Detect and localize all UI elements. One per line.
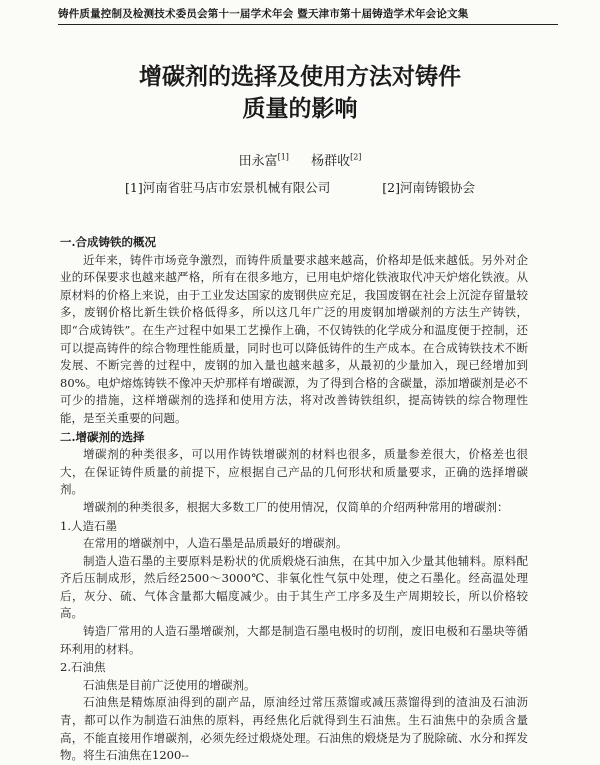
paper-body <box>60 233 528 765</box>
subsection-heading: 1.人造石墨 <box>60 518 117 533</box>
paragraph: 铸造厂常用的人造石墨增碳剂，大都是制造石墨电极时的切削，废旧电极和石墨块等循环利用的材料。 <box>60 624 528 656</box>
author <box>239 154 289 169</box>
section-heading: 一.合成铸铁的概况 <box>60 235 157 249</box>
affiliation: [2]河南铸锻协会 <box>382 180 475 195</box>
author-name: 田永富 <box>238 154 278 169</box>
affiliation: [1]河南省驻马店市宏景机械有限公司 <box>125 180 331 195</box>
author-list <box>0 150 600 169</box>
author-sup: [1] <box>277 152 289 162</box>
paragraph: 增碳剂的种类很多，根据大多数工厂的使用情况，仅简单的介绍两种常用的增碳剂： <box>83 499 509 514</box>
subsection-heading: 2.石油焦 <box>60 660 106 675</box>
author-name: 杨群收 <box>311 154 351 169</box>
paragraph: 石油焦是精炼原油得到的副产品，原油经过常压蒸馏或减压蒸馏得到的渣油及石油沥青，都可以作为制造石油焦的原料，再经焦化后就得到生石油焦。生石油焦中的杂质含量高，不能直接用作增碳剂，必须先经过煅烧处理。石油焦的煅烧是为了脱除硫、水分和挥发物。将生石油焦在1200-- <box>60 695 528 763</box>
running-header: 铸件质量控制及检测技术委员会第十一届学术年会 暨天津市第十届铸造学术年会论文集 <box>58 6 558 25</box>
paragraph: 在常用的增碳剂中，人造石墨是品质最好的增碳剂。 <box>83 536 348 551</box>
paragraph: 石油焦是目前广泛使用的增碳剂。 <box>83 677 256 692</box>
paper-title-line-1: 增碳剂的选择及使用方法对铸件 <box>139 63 461 90</box>
paper-title-line-2: 质量的影响 <box>242 95 358 122</box>
paragraph: 近年来，铸件市场竞争激烈，而铸件质量要求越来越高，价格却是低来越低。另外对企业的环保要求也越来越严格，所有在很多地方，已用电炉熔化铁液取代冲天炉熔化铁液。从原材料的价格上来说，由于工业发达国家的废钢供应充足，我国废钢在社会上沉淀存留量较多，废钢价格比新生铁价格低得多，所以这几年广泛的用废钢加增碳剂的方法生产铸铁，即“合成铸铁”。在生产过程中如果工艺操作上确，不仅铸铁的化学成分和温度便于控制，还可以提高铸件的综合物理性能质量，同时也可以降低铸件的生产成本。在合成铸铁技术不断发展、不断完善的过程中，废钢的加入量也越来越多，从最初的少量加入，现已经增加到80%。电炉熔炼铸铁不像冲天炉那样有增碳源，为了得到合格的含碳量，添加增碳剂是必不可少的措施，这样增碳剂的选择和使用方法，将对改善铸铁组织，提高铸铁的综合物理性能，是至关重要的问题。 <box>60 252 528 425</box>
affiliation-list <box>0 178 600 196</box>
paragraph: 增碳剂的种类很多，可以用作铸铁增碳剂的材料也很多，质量参差很大，价格差也很大，在保证铸件质量的前提下，应根据自己产品的几何形状和质量要求，正确的选择增碳剂。 <box>60 447 528 497</box>
paragraph: 制造人造石墨的主要原料是粉状的优质煅烧石油焦，在其中加入少量其他辅料。原料配齐后压制成形，然后经2500～3000℃、非氧化性气氛中处理，使之石墨化。经高温处理后，灰分、硫、气体含量都大幅度减少。由于其生产工序多及生产周期较长，所以价格较高。 <box>60 553 528 621</box>
author-sup: [2] <box>350 152 362 162</box>
author <box>311 154 361 169</box>
section-heading: 二.增碳剂的选择 <box>60 429 145 444</box>
